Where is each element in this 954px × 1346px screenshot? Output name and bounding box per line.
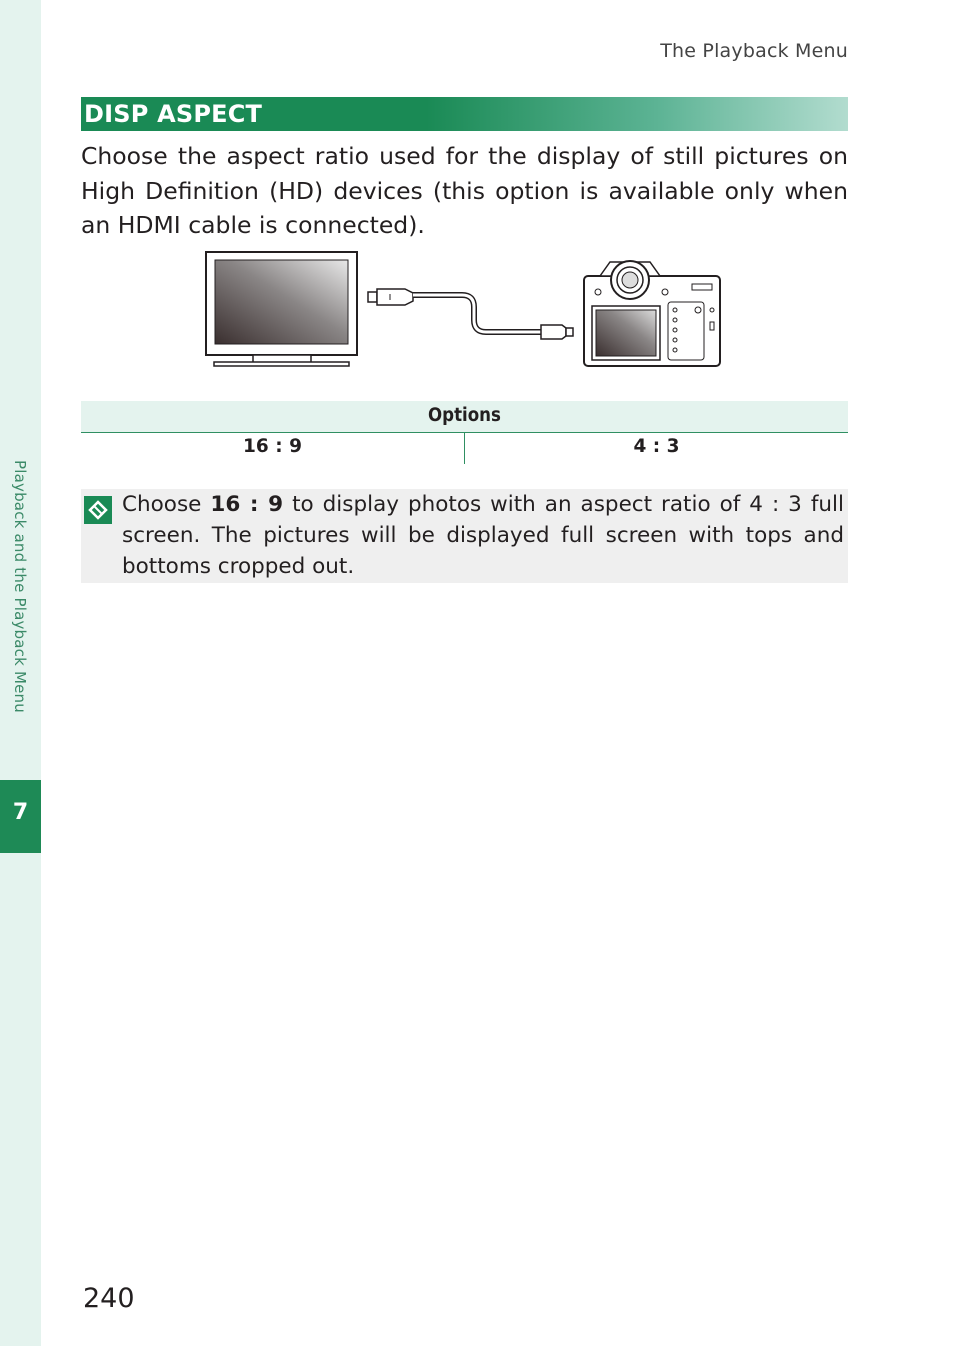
intro-paragraph: Choose the aspect ratio used for the display of still pictures on High Definition (HD) devices (this option is available only when an HDMI cable is connected). (81, 142, 848, 239)
note-highlight: 16 : 9 (210, 492, 284, 517)
option-16-9: 16 : 9 (81, 433, 465, 464)
note-text-pre: Choose (122, 492, 211, 517)
television-icon (206, 252, 357, 366)
page-number: 240 (83, 1283, 135, 1314)
section-header-bar (81, 97, 848, 131)
hdmi-cable-icon (368, 289, 573, 339)
chapter-label: Playback and the Playback Menu (11, 460, 29, 713)
camera-icon (584, 261, 720, 366)
note-text (122, 489, 844, 582)
running-header: The Playback Menu (660, 40, 848, 62)
note-box (81, 489, 848, 583)
option-4-3: 4 : 3 (633, 436, 680, 457)
note-text-post: to display photos with an aspect ratio of 4 : 3 full screen. The pictures will be displayed full screen with tops and bottoms cropped out. (122, 492, 844, 579)
options-header: Options (81, 401, 848, 433)
section-title: DISP ASPECT (84, 100, 263, 128)
options-table (81, 401, 848, 464)
tv-camera-hdmi-illustration (200, 248, 724, 370)
chapter-number: 7 (12, 800, 29, 825)
options-row (81, 433, 848, 464)
note-icon (83, 495, 113, 525)
